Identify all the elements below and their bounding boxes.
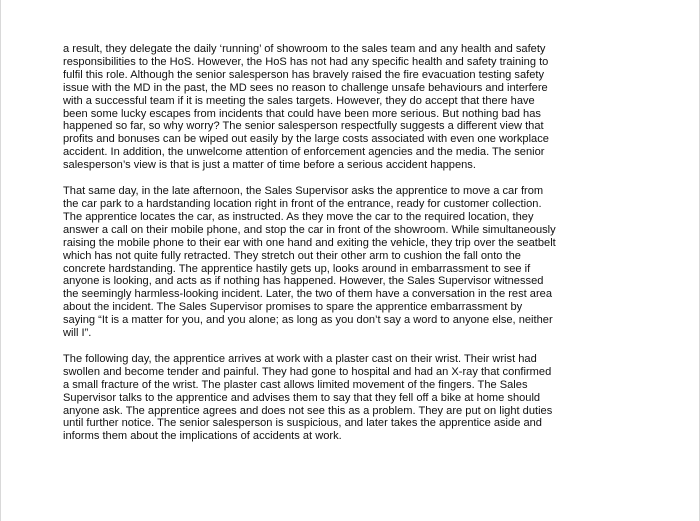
text-line: anyone ask. The apprentice agrees and does not see this as a problem. They are put on light duties	[63, 404, 553, 417]
text-line: been some lucky escapes from incidents that could have been more serious. But nothing bad has	[63, 107, 541, 120]
text-line: happened so far, so why worry? The senior salesperson respectfully suggests a different view that	[63, 120, 544, 133]
text-line: anyone is looking, and acts as if nothing has happened. However, the Sales Supervisor witnessed	[63, 275, 544, 288]
paragraph-car-incident	[63, 185, 640, 340]
paragraph-management-attitude	[63, 43, 640, 172]
text-line: which has not quite fully retracted. They stretch out their other arm to cushion the fall onto the	[63, 249, 521, 262]
text-line: the seemingly harmless-looking incident. Later, the two of them have a conversation in the rest area	[63, 288, 553, 301]
text-line: concrete hardstanding. The apprentice hastily gets up, looks around in embarrassment to see if	[63, 262, 531, 275]
text-line: The apprentice locates the car, as instructed. As they move the car to the required location, they	[63, 210, 534, 223]
text-line: saying “It is a matter for you, and you alone; as long as you don’t say a word to anyone else, neither	[63, 314, 553, 327]
text-line: accident. In addition, the unwelcome attention of enforcement agencies and the media. The senior	[63, 146, 545, 159]
text-line: informs them about the implications of accidents at work.	[63, 430, 342, 443]
page-left-edge	[0, 0, 1, 521]
text-line: about the incident. The Sales Supervisor promises to spare the apprentice embarrassment by	[63, 301, 523, 314]
text-line: The following day, the apprentice arrives at work with a plaster cast on their wrist. Their wrist had	[63, 352, 537, 365]
text-line: responsibilities to the HoS. However, the HoS has not had any specific health and safety training to	[63, 55, 549, 68]
text-line: salesperson’s view is that is just a matter of time before a serious accident happens.	[63, 159, 476, 172]
text-line: raising the mobile phone to their ear with one hand and exiting the vehicle, they trip over the seatbelt	[63, 236, 556, 249]
text-line: a result, they delegate the daily ‘running’ of showroom to the sales team and any health and safety	[63, 43, 546, 55]
text-line: swollen and become tender and painful. They had gone to hospital and had an X-ray that confirmed	[63, 365, 552, 378]
text-line: issue with the MD in the past, the MD sees no reason to challenge unsafe behaviours and interfere	[63, 81, 548, 94]
text-line: will I”.	[63, 327, 92, 340]
text-line: fulfil this role. Although the senior salesperson has bravely raised the fire evacuation testing safety	[63, 68, 545, 81]
text-line: a small fracture of the wrist. The plaster cast allows limited movement of the fingers. The Sales	[63, 378, 528, 391]
text-line: until further notice. The senior salesperson is suspicious, and later takes the apprentice aside and	[63, 417, 542, 430]
text-line: That same day, in the late afternoon, the Sales Supervisor asks the apprentice to move a car from	[63, 185, 544, 198]
text-line: answer a call on their mobile phone, and stop the car in front of the showroom. While simultaneously	[63, 223, 556, 236]
text-line: profits and bonuses can be wiped out easily by the large costs associated with even one workplace	[63, 133, 549, 146]
paragraph-following-day	[63, 353, 640, 443]
text-line: Supervisor talks to the apprentice and advises them to say that they fell off a bike at home should	[63, 391, 541, 404]
text-line: the car park to a hardstanding location right in front of the entrance, ready for customer collection.	[63, 197, 542, 210]
text-line: with a successful team if it is meeting the sales targets. However, they do accept that there have	[63, 94, 535, 107]
